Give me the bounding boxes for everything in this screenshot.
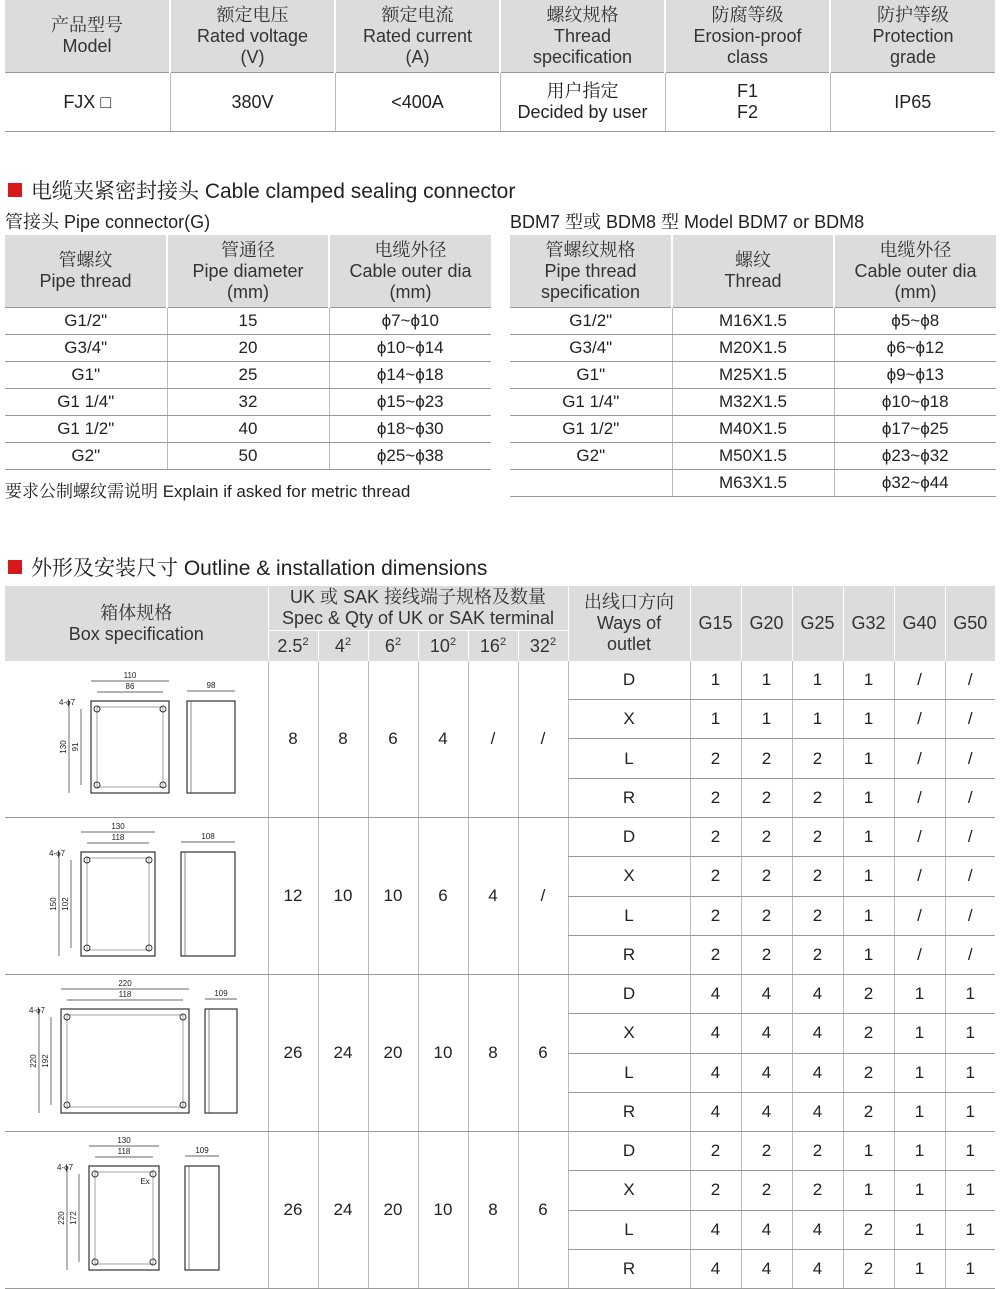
pipe-header: 电缆外径 Cable outer dia (mm) bbox=[329, 235, 491, 308]
terminal-qty: 24 bbox=[318, 975, 368, 1132]
table-cell: G2" bbox=[510, 443, 672, 470]
table-cell: ϕ10~ϕ18 bbox=[834, 389, 996, 416]
outlet-direction: D bbox=[568, 975, 690, 1014]
header-gland: G25 bbox=[792, 586, 843, 661]
gland-qty: 1 bbox=[843, 896, 894, 935]
spec-table bbox=[5, 0, 995, 132]
header-outlet: 出线口方向 Ways of outlet bbox=[568, 586, 690, 661]
gland-qty: 1 bbox=[894, 1053, 945, 1092]
gland-qty: / bbox=[945, 818, 995, 857]
term-size: $32^2$ bbox=[518, 631, 568, 662]
gland-qty: 2 bbox=[843, 975, 894, 1014]
outline-row bbox=[5, 1132, 995, 1171]
term-size: $10^2$ bbox=[418, 631, 468, 662]
table-cell: G2" bbox=[5, 443, 167, 470]
gland-qty: 2 bbox=[843, 1210, 894, 1249]
gland-qty: 2 bbox=[741, 1132, 792, 1171]
gland-qty: 1 bbox=[843, 818, 894, 857]
terminal-qty: / bbox=[468, 661, 518, 818]
gland-qty: 2 bbox=[792, 818, 843, 857]
terminal-qty: 24 bbox=[318, 1132, 368, 1289]
terminal-qty: 4 bbox=[418, 661, 468, 818]
table-cell: G3/4" bbox=[5, 335, 167, 362]
gland-qty: 2 bbox=[690, 935, 741, 974]
dim-depth-label: 109 bbox=[195, 1146, 209, 1155]
gland-qty: 1 bbox=[894, 1092, 945, 1131]
bdm-header-row bbox=[510, 235, 996, 308]
table-cell: ϕ10~ϕ14 bbox=[329, 335, 491, 362]
gland-qty: 1 bbox=[741, 661, 792, 700]
terminal-qty: 10 bbox=[318, 818, 368, 975]
gland-qty: 2 bbox=[741, 935, 792, 974]
table-cell: 20 bbox=[167, 335, 329, 362]
dim-inner-width-label: 86 bbox=[125, 682, 135, 691]
pipe-row bbox=[5, 308, 491, 335]
term-size: $4^2$ bbox=[318, 631, 368, 662]
gland-qty: 1 bbox=[690, 661, 741, 700]
gland-qty: 2 bbox=[690, 1132, 741, 1171]
dim-width-label: 130 bbox=[117, 1136, 131, 1145]
pipe-row bbox=[5, 416, 491, 443]
gland-qty: / bbox=[945, 935, 995, 974]
gland-qty: 2 bbox=[792, 935, 843, 974]
terminal-qty: / bbox=[518, 661, 568, 818]
header-voltage: 额定电压 Rated voltage (V) bbox=[170, 0, 335, 73]
dim-inner-height-label: 102 bbox=[61, 897, 70, 911]
table-cell: G1 1/4" bbox=[510, 389, 672, 416]
gland-qty: 1 bbox=[945, 1210, 995, 1249]
gland-qty: 1 bbox=[843, 935, 894, 974]
dim-height-label: 220 bbox=[29, 1054, 38, 1068]
outline-row bbox=[5, 975, 995, 1014]
gland-qty: / bbox=[894, 661, 945, 700]
gland-qty: / bbox=[945, 700, 995, 739]
gland-qty: 4 bbox=[690, 1210, 741, 1249]
gland-qty: 1 bbox=[792, 661, 843, 700]
box-drawing bbox=[57, 1136, 219, 1270]
outline-row bbox=[5, 818, 995, 857]
table-cell: ϕ18~ϕ30 bbox=[329, 416, 491, 443]
pipe-row bbox=[5, 389, 491, 416]
table-cell: 50 bbox=[167, 443, 329, 470]
gland-qty: 4 bbox=[741, 1249, 792, 1288]
dim-inner-height-label: 192 bbox=[41, 1054, 50, 1068]
table-cell: M50X1.5 bbox=[672, 443, 834, 470]
box-drawing-cell bbox=[5, 975, 268, 1132]
bdm-table bbox=[510, 235, 996, 497]
gland-qty: 4 bbox=[792, 975, 843, 1014]
table-cell bbox=[510, 470, 672, 497]
gland-qty: 1 bbox=[792, 700, 843, 739]
gland-qty: 2 bbox=[690, 896, 741, 935]
outline-row bbox=[5, 661, 995, 700]
table-cell: 40 bbox=[167, 416, 329, 443]
dim-width-label: 130 bbox=[111, 822, 125, 831]
outlet-direction: L bbox=[568, 739, 690, 778]
gland-qty: 4 bbox=[690, 1249, 741, 1288]
dim-width-label: 220 bbox=[118, 979, 132, 988]
gland-qty: 2 bbox=[792, 896, 843, 935]
dim-holes-label: 4-ϕ7 bbox=[48, 849, 66, 858]
box-dimension-drawing bbox=[5, 1132, 268, 1283]
outlet-direction: D bbox=[568, 661, 690, 700]
terminal-qty: 10 bbox=[368, 818, 418, 975]
table-cell: G1 1/2" bbox=[510, 416, 672, 443]
gland-qty: 4 bbox=[792, 1053, 843, 1092]
box-dimension-drawing bbox=[5, 975, 268, 1126]
terminal-qty: 26 bbox=[268, 975, 318, 1132]
table-cell: M63X1.5 bbox=[672, 470, 834, 497]
box-dimension-drawing bbox=[5, 661, 268, 812]
box-side-outline bbox=[185, 1166, 219, 1270]
gland-qty: 4 bbox=[741, 1210, 792, 1249]
box-side-outline bbox=[181, 852, 235, 956]
gland-qty: 4 bbox=[792, 1092, 843, 1131]
gland-qty: 2 bbox=[690, 857, 741, 896]
gland-qty: 1 bbox=[894, 975, 945, 1014]
gland-qty: 4 bbox=[741, 1092, 792, 1131]
box-drawing-cell bbox=[5, 1132, 268, 1289]
pipe-header: 管螺纹 Pipe thread bbox=[5, 235, 167, 308]
term-size: $16^2$ bbox=[468, 631, 518, 662]
gland-qty: 1 bbox=[843, 1132, 894, 1171]
outline-table bbox=[5, 586, 995, 1289]
table-cell: M25X1.5 bbox=[672, 362, 834, 389]
pipe-connector-title: 管接头 Pipe connector(G) bbox=[5, 212, 211, 232]
table-cell: ϕ7~ϕ10 bbox=[329, 308, 491, 335]
dim-height-label: 150 bbox=[49, 897, 58, 911]
gland-qty: 1 bbox=[945, 1132, 995, 1171]
pipe-row bbox=[5, 362, 491, 389]
table-cell: ϕ32~ϕ44 bbox=[834, 470, 996, 497]
bdm-header: 管螺纹规格 Pipe thread specification bbox=[510, 235, 672, 308]
box-drawing bbox=[59, 671, 235, 793]
gland-qty: 4 bbox=[690, 1014, 741, 1053]
bdm-header: 电缆外径 Cable outer dia (mm) bbox=[834, 235, 996, 308]
gland-qty: 2 bbox=[843, 1014, 894, 1053]
term-size: $6^2$ bbox=[368, 631, 418, 662]
outlet-direction: D bbox=[568, 818, 690, 857]
header-box-spec: 箱体规格 Box specification bbox=[5, 586, 268, 661]
section-title-outline: 外形及安装尺寸 Outline & installation dimensions bbox=[8, 552, 487, 582]
current-value: <400A bbox=[335, 73, 500, 132]
table-cell: ϕ17~ϕ25 bbox=[834, 416, 996, 443]
box-side-outline bbox=[187, 701, 235, 793]
gland-qty: / bbox=[894, 739, 945, 778]
bdm-header: 螺纹 Thread bbox=[672, 235, 834, 308]
header-gland: G20 bbox=[741, 586, 792, 661]
table-cell: M32X1.5 bbox=[672, 389, 834, 416]
terminal-qty: 6 bbox=[418, 818, 468, 975]
terminal-qty: 6 bbox=[518, 1132, 568, 1289]
dim-inner-height-label: 91 bbox=[71, 742, 80, 752]
gland-qty: 2 bbox=[741, 739, 792, 778]
header-gland: G32 bbox=[843, 586, 894, 661]
gland-qty: 2 bbox=[690, 739, 741, 778]
outlet-direction: L bbox=[568, 896, 690, 935]
table-cell: ϕ15~ϕ23 bbox=[329, 389, 491, 416]
gland-qty: 2 bbox=[690, 818, 741, 857]
table-cell: 25 bbox=[167, 362, 329, 389]
terminal-qty: 4 bbox=[468, 818, 518, 975]
gland-qty: / bbox=[945, 739, 995, 778]
gland-qty: 2 bbox=[843, 1053, 894, 1092]
protection-value: IP65 bbox=[830, 73, 995, 132]
gland-qty: 1 bbox=[843, 739, 894, 778]
gland-qty: 2 bbox=[792, 1132, 843, 1171]
gland-qty: / bbox=[894, 778, 945, 817]
gland-qty: / bbox=[945, 661, 995, 700]
gland-qty: 1 bbox=[843, 1171, 894, 1210]
header-gland: G50 bbox=[945, 586, 995, 661]
box-front-outline bbox=[81, 852, 155, 956]
gland-qty: 1 bbox=[894, 1210, 945, 1249]
ex-mark-label: Ex bbox=[140, 1177, 150, 1186]
gland-qty: 2 bbox=[741, 1171, 792, 1210]
table-cell: ϕ25~ϕ38 bbox=[329, 443, 491, 470]
outlet-direction: D bbox=[568, 1132, 690, 1171]
gland-qty: / bbox=[945, 896, 995, 935]
pipe-row bbox=[5, 335, 491, 362]
gland-qty: 2 bbox=[843, 1249, 894, 1288]
dim-holes-label: 4-ϕ7 bbox=[58, 698, 76, 707]
bdm-row bbox=[510, 470, 996, 497]
gland-qty: 2 bbox=[792, 739, 843, 778]
gland-qty: 4 bbox=[690, 1053, 741, 1092]
outlet-direction: X bbox=[568, 1014, 690, 1053]
gland-qty: 2 bbox=[792, 1171, 843, 1210]
table-cell: ϕ23~ϕ32 bbox=[834, 443, 996, 470]
outlet-direction: R bbox=[568, 778, 690, 817]
table-cell: G1/2" bbox=[5, 308, 167, 335]
gland-qty: 1 bbox=[843, 700, 894, 739]
pipe-row bbox=[5, 443, 491, 470]
gland-qty: 1 bbox=[894, 1014, 945, 1053]
gland-qty: 1 bbox=[945, 1053, 995, 1092]
table-cell: 15 bbox=[167, 308, 329, 335]
box-side-outline bbox=[205, 1009, 237, 1113]
dim-inner-width-label: 118 bbox=[117, 1147, 131, 1156]
terminal-qty: 8 bbox=[468, 975, 518, 1132]
dim-height-label: 220 bbox=[57, 1211, 66, 1225]
gland-qty: 2 bbox=[792, 857, 843, 896]
table-cell: M20X1.5 bbox=[672, 335, 834, 362]
terminal-qty: 26 bbox=[268, 1132, 318, 1289]
box-front-outline bbox=[61, 1009, 189, 1113]
gland-qty: 1 bbox=[843, 661, 894, 700]
gland-qty: 1 bbox=[843, 857, 894, 896]
box-drawing-cell bbox=[5, 818, 268, 975]
terminal-qty: 6 bbox=[368, 661, 418, 818]
dim-depth-label: 98 bbox=[206, 681, 216, 690]
gland-qty: / bbox=[894, 935, 945, 974]
table-cell: ϕ6~ϕ12 bbox=[834, 335, 996, 362]
box-drawing bbox=[49, 822, 235, 956]
gland-qty: 1 bbox=[894, 1171, 945, 1210]
gland-qty: 4 bbox=[690, 1092, 741, 1131]
terminal-qty: 8 bbox=[268, 661, 318, 818]
dim-height-label: 130 bbox=[59, 740, 68, 754]
gland-qty: 4 bbox=[792, 1210, 843, 1249]
bdm-row bbox=[510, 443, 996, 470]
voltage-value: 380V bbox=[170, 73, 335, 132]
terminal-qty: 10 bbox=[418, 1132, 468, 1289]
dim-depth-label: 108 bbox=[201, 832, 215, 841]
red-square-icon bbox=[8, 183, 22, 197]
gland-qty: 2 bbox=[690, 1171, 741, 1210]
pipe-header-row bbox=[5, 235, 491, 308]
header-protection: 防护等级 Protection grade bbox=[830, 0, 995, 73]
box-drawing bbox=[29, 979, 237, 1113]
gland-qty: 4 bbox=[741, 1053, 792, 1092]
table-cell: M16X1.5 bbox=[672, 308, 834, 335]
gland-qty: 1 bbox=[894, 1132, 945, 1171]
box-front-outline bbox=[91, 701, 169, 793]
header-gland: G15 bbox=[690, 586, 741, 661]
gland-qty: 1 bbox=[843, 778, 894, 817]
box-drawing-cell bbox=[5, 661, 268, 818]
outlet-direction: R bbox=[568, 1249, 690, 1288]
gland-qty: 1 bbox=[945, 1014, 995, 1053]
bdm-row bbox=[510, 362, 996, 389]
table-cell: G1 1/2" bbox=[5, 416, 167, 443]
term-size: $2.5^2$ bbox=[268, 631, 318, 662]
gland-qty: 2 bbox=[741, 778, 792, 817]
header-erosion: 防腐等级 Erosion-proof class bbox=[665, 0, 830, 73]
outline-header-row-1 bbox=[5, 586, 995, 631]
bdm-row bbox=[510, 389, 996, 416]
table-cell: G1" bbox=[5, 362, 167, 389]
table-cell: G1" bbox=[510, 362, 672, 389]
gland-qty: / bbox=[894, 818, 945, 857]
terminal-qty: / bbox=[518, 818, 568, 975]
table-cell: 32 bbox=[167, 389, 329, 416]
erosion-value: F1 F2 bbox=[665, 73, 830, 132]
table-cell: G1 1/4" bbox=[5, 389, 167, 416]
dim-holes-label: 4-ϕ7 bbox=[28, 1006, 46, 1015]
dim-holes-label: 4-ϕ7 bbox=[56, 1163, 74, 1172]
table-cell: ϕ5~ϕ8 bbox=[834, 308, 996, 335]
outlet-direction: L bbox=[568, 1053, 690, 1092]
bdm-row bbox=[510, 308, 996, 335]
dim-inner-width-label: 118 bbox=[111, 833, 125, 842]
gland-qty: 4 bbox=[741, 1014, 792, 1053]
terminal-qty: 12 bbox=[268, 818, 318, 975]
dim-inner-height-label: 172 bbox=[69, 1211, 78, 1225]
gland-qty: / bbox=[894, 700, 945, 739]
gland-qty: 2 bbox=[690, 778, 741, 817]
gland-qty: 4 bbox=[792, 1014, 843, 1053]
terminal-qty: 20 bbox=[368, 1132, 418, 1289]
dim-depth-label: 109 bbox=[214, 989, 228, 998]
table-cell: ϕ14~ϕ18 bbox=[329, 362, 491, 389]
terminal-qty: 20 bbox=[368, 975, 418, 1132]
gland-qty: 4 bbox=[741, 975, 792, 1014]
gland-qty: / bbox=[894, 857, 945, 896]
gland-qty: 1 bbox=[945, 1249, 995, 1288]
thread-value: 用户指定 Decided by user bbox=[500, 73, 665, 132]
header-current: 额定电流 Rated current (A) bbox=[335, 0, 500, 73]
outlet-direction: X bbox=[568, 1171, 690, 1210]
box-dimension-drawing bbox=[5, 818, 268, 969]
gland-qty: 2 bbox=[741, 857, 792, 896]
header-model: 产品型号 Model bbox=[5, 0, 170, 73]
table-cell: ϕ9~ϕ13 bbox=[834, 362, 996, 389]
terminal-qty: 10 bbox=[418, 975, 468, 1132]
pipe-header: 管通径 Pipe diameter (mm) bbox=[167, 235, 329, 308]
table-cell: G3/4" bbox=[510, 335, 672, 362]
terminal-qty: 6 bbox=[518, 975, 568, 1132]
gland-qty: 1 bbox=[945, 975, 995, 1014]
table-cell: M40X1.5 bbox=[672, 416, 834, 443]
gland-qty: 2 bbox=[741, 818, 792, 857]
header-terminal: UK 或 SAK 接线端子规格及数量 Spec & Qty of UK or SAK terminal bbox=[268, 586, 568, 631]
gland-qty: 1 bbox=[945, 1092, 995, 1131]
spec-row bbox=[5, 73, 995, 132]
gland-qty: / bbox=[894, 896, 945, 935]
outlet-direction: R bbox=[568, 1092, 690, 1131]
table-cell: G1/2" bbox=[510, 308, 672, 335]
header-gland: G40 bbox=[894, 586, 945, 661]
outlet-direction: R bbox=[568, 935, 690, 974]
outlet-direction: L bbox=[568, 1210, 690, 1249]
bdm-row bbox=[510, 416, 996, 443]
gland-qty: 1 bbox=[945, 1171, 995, 1210]
pipe-table bbox=[5, 235, 491, 470]
gland-qty: 4 bbox=[792, 1249, 843, 1288]
outlet-direction: X bbox=[568, 700, 690, 739]
gland-qty: 4 bbox=[690, 975, 741, 1014]
header-thread: 螺纹规格 Thread specification bbox=[500, 0, 665, 73]
gland-qty: 1 bbox=[690, 700, 741, 739]
dim-width-label: 110 bbox=[123, 671, 137, 680]
gland-qty: 1 bbox=[894, 1249, 945, 1288]
gland-qty: 1 bbox=[741, 700, 792, 739]
metric-thread-note: 要求公制螺纹需说明 Explain if asked for metric thread bbox=[5, 482, 411, 501]
gland-qty: 2 bbox=[843, 1092, 894, 1131]
terminal-qty: 8 bbox=[318, 661, 368, 818]
bdm-title: BDM7 型或 BDM8 型 Model BDM7 or BDM8 bbox=[510, 212, 865, 232]
terminal-qty: 8 bbox=[468, 1132, 518, 1289]
dim-inner-width-label: 118 bbox=[118, 990, 132, 999]
spec-header-row bbox=[5, 0, 995, 73]
gland-qty: / bbox=[945, 778, 995, 817]
section-title-cable: 电缆夹紧密封接头 Cable clamped sealing connector bbox=[8, 175, 515, 205]
model-value: FJX □ bbox=[5, 73, 170, 132]
gland-qty: / bbox=[945, 857, 995, 896]
gland-qty: 2 bbox=[792, 778, 843, 817]
outlet-direction: X bbox=[568, 857, 690, 896]
red-square-icon bbox=[8, 560, 22, 574]
gland-qty: 2 bbox=[741, 896, 792, 935]
bdm-row bbox=[510, 335, 996, 362]
